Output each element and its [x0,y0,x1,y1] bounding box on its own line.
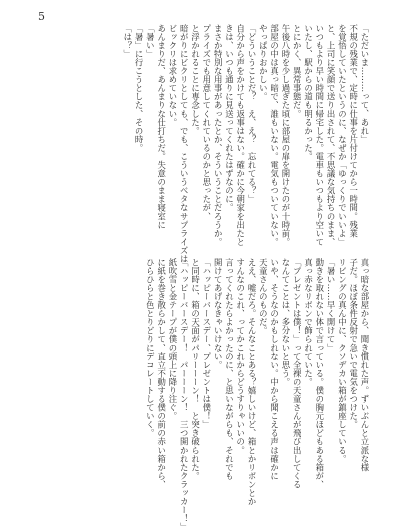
text-line: 紙吹雪と金テープが僕の頭上に降り注ぐ。 [167,258,178,421]
text-line: ひらひらと色とりどりにデコレートしていく。 [145,258,156,438]
text-line: 「は？」 [122,24,133,59]
text-line: 午後八時を少し過ぎた頃に部屋の扉を開けたのが十時前。 [280,24,291,247]
text-line: リビングの真ん中に、クソデカい箱が鎮座している。 [337,258,348,463]
text-line: プライズでも用意してくれているのかと思ったが、 [201,24,212,221]
text-line: と浮かれることに専念した。 [190,24,201,136]
text-line: 部屋の中は真っ暗で、誰もいない。電気もついていない。 [269,24,280,247]
text-line: 真っ赤なリボンで飾られていた。 [303,258,314,387]
page-number: 5 [38,10,45,23]
bottom-text-block [144,258,370,531]
text-line: 開けてあげなきゃいけない。 [213,258,224,370]
text-line: 「ただいま………って、あれ」 [360,24,370,144]
text-line: 「暑」に行こうとした、その時。 [134,24,145,153]
text-line: 「ハッピーバースデー、プレゼントは僕！」 [201,258,212,429]
text-line: 暗がりにビクリとしても、でも、こういうベタなサプライズは [179,24,190,264]
text-line: 自分から声をかけても返事はない。確かに今朝家を出たと [235,24,246,247]
text-line: 動きを取れない体で言っている。僕の胸元ほどもある箱が、 [314,258,325,489]
text-line: すんなのこれ、ってかこれからどうすりゃいいの。 [235,258,246,455]
text-line: 「どういうことだ？ え、え？ 忘れてる？」 [247,24,258,204]
text-line: 「暑い……早く開けて」 [326,258,337,352]
text-line: 天童さんのものだ。 [258,258,269,335]
text-line: あんまりだ、あんまりな仕打ちだ。失意のまま寝室に [156,24,167,229]
text-line: に紙を巻き散らかして、直立不動する僕の前の赤い箱から、 [156,258,167,489]
text-line: やっぱりおかしい。 [258,24,269,101]
text-line: と、上司に笑顔で送り出されて、不思議な気持ちのまま、 [326,24,337,247]
text-line: を覚悟していたというのに、なぜか「ゆっくりでいいよ」 [337,24,348,247]
text-line: ええ、嘘だろ。そんなことある？嬉しいけど、箱とかリボンとか [247,258,258,506]
text-line: 子だ。ほぼ条件反射で急いで電気をつけた。 [348,258,359,429]
text-line: いや、そうなのかもしれない。中から聞こえる声は確かに [269,258,280,481]
text-line: 不規の残業で、定時に仕事を片付けてから一時間。残業 [348,24,359,238]
text-line: 「ハッピーバースデー！ パーーーン！ 三つ開かれたクラッカー！」 [179,258,190,531]
text-line: まさか特別な用事があったとか、そういうことだろうか。 [213,24,224,247]
text-line: とにかく、異常事態だ。 [292,24,303,118]
text-line: 真っ暗な部屋から、聞き慣れた声。ずいぶんと立派な様 [360,258,370,472]
text-line: なんてことは、多分ないと思う。 [280,258,291,387]
text-line: 「暑い」 [145,24,156,59]
text-line: 「プレゼントは僕！」って全裸の天童さんが飛び出してくる [292,258,303,489]
top-text-block [121,24,370,264]
text-line: きは、いつも通りに見送ってくれたはずなのに。 [224,24,235,212]
text-line: と同時に、箱の天面がパリーーーン！ と突き破られた。 [190,258,201,481]
text-line: 言ってくれたらよかったのに、と思いながらも、それでも [224,258,235,481]
text-line: いたし、駅からの道も明るかった。 [303,24,314,161]
text-line: いつもより早い時間に帰宅した。電車もいつもより空いて [314,24,325,247]
text-line: ビックリは求めていない。 [167,24,178,127]
